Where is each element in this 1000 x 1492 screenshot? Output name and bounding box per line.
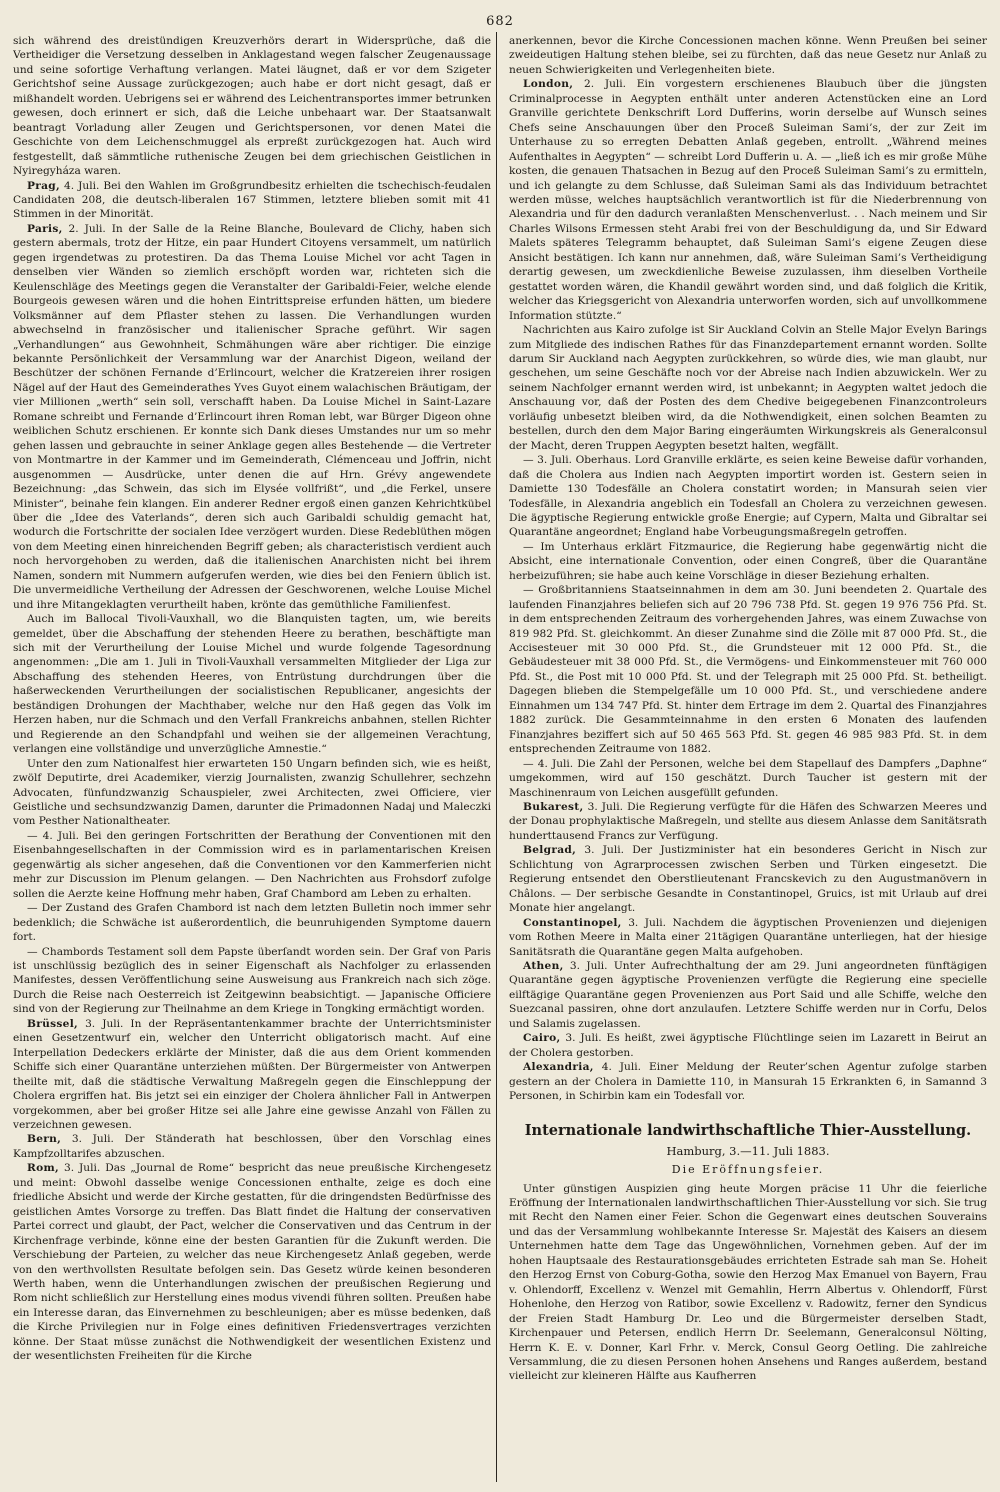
dateline: Constantinopel, [523, 916, 622, 929]
page-number: 682 [486, 14, 514, 29]
article-paragraph [509, 77, 987, 323]
article-paragraph [13, 945, 491, 1017]
article-paragraph [13, 757, 491, 829]
dateline: Cairo, [523, 1032, 561, 1045]
paragraph-text: 4. Juli. Einer Meldung der Reuter’schen Agentur zufolge starben gestern an der Cholera in Damiette 110, in Mansurah 15 Erkrankten 6, in Samannd 3 Personen, in Schirbin kam ein Todesfall vor. [509, 1061, 987, 1103]
paragraph-text: 3. Juli. Der Justizminister hat ein besonderes Gericht in Nisch zur Schlichtung von Agrarprocessen zwischen Serben und Türken eingesetzt. Die Regierung entsendet den Oberstlieutenant Francskevich zu den Augustmanövern in Châlons. — Der serbische Gesandte in Constantinopel, Gruics, ist mit Urlaub auf drei Monate hier angelangt. [509, 844, 987, 915]
article-paragraph [509, 453, 987, 540]
article-paragraph [509, 757, 987, 800]
paragraph-text: — Chambords Testament soll dem Papste überſandt worden sein. Der Graf von Paris ist unschlüssig bezüglich des in seiner Eigenschaft als Nachfolger zu erlassenden Manifestes, dessen Veröffentlichung seine Ausweisung aus Frankreich nach sich zöge. Durch die Reise nach Oesterreich ist Zeitgewinn beabsichtigt. — Japanische Officiere sind von der Regierung zur Theilnahme an dem Kriege in Tongking ermächtigt worden. [13, 945, 491, 1016]
article-paragraph [13, 1017, 491, 1133]
dateline: Brüssel, [27, 1017, 79, 1030]
paragraph-text: — 4. Juli. Bei den geringen Fortschritten der Berathung der Conventionen mit den Eisenbahngesellschaften in der Commission wird es in parlamentarischen Kreisen gegenwärtig als sicher angesehen, daß die Conventionen vor den Kammerferien nicht mehr zur Discussion im Plenum gelangen. — Den Nachrichten aus Frohsdorf zufolge sollen die Aerzte keine Hoffnung mehr haben, Graf Chambord am Leben zu erhalten. [13, 829, 491, 900]
right-column [509, 34, 987, 1479]
paragraph-text: Auch im Ballocal Tivoli-Vauxhall, wo die Blanquisten tagten, um, wie bereits gemeldet, über die Abschaffung der stehenden Heere zu berathen, beschäftigte man sich mit der Verurtheilung der Louise Michel und wurde folgende Tagesordnung angenommen: „Die am 1. Juli in Tivoli-Vauxhall versammelten Mitglieder der Liga zur Abschaffung des stehenden Heeres, von Entrüstung durchdrungen über die haßerweckenden Verurtheilungen der socialistischen Republicaner, angesichts der beständigen Drohungen der Machthaber, welche nur den Haß gegen das Volk im Herzen haben, nur die Schmach und den Verfall Frankreichs anbahnen, stellen Richter und Regierende an den Schandpfahl und weihen sie der allgemeinen Verachtung, verlangen eine vollständige und unverzügliche Amnestie.“ [13, 613, 491, 756]
article-paragraph [13, 829, 491, 901]
article-paragraph [509, 843, 987, 915]
paragraph-text: — Großbritanniens Staatseinnahmen in dem am 30. Juni beendeten 2. Quartale des laufenden Finanzjahres beliefen sich auf 20 796 738 Pfd. St. gegen 19 976 756 Pfd. St. in dem entsprechenden Zeitraum des vorhergehenden Jahres, was einem Zuwachse von 819 982 Pfd. St. gleichkommt. An dieser Zunahme sind die Zölle mit 87 000 Pfd. St., die Accisesteuer mit 30 000 Pfd. St., die Grundsteuer mit 12 000 Pfd. St., die Gebäudesteuer mit 38 000 Pfd. St., die Vermögens- und Einkommensteuer mit 760 000 Pfd. St., die Post mit 10 000 Pfd. St. und der Telegraph mit 25 000 Pfd. St. betheiligt. Dagegen blieben die Stempelgefälle um 10 000 Pfd. St., und verschiedene andere Einnahmen um 134 747 Pfd. St. hinter dem Ertrage im dem 2. Quartal des Finanzjahres 1882 zurück. Die Gesammteinnahme in den ersten 6 Monaten des laufenden Finanzjahres beziffert sich auf 50 465 563 Pfd. St. gegen 46 985 983 Pfd. St. in dem entsprechenden Zeitraume von 1882. [509, 584, 987, 756]
paragraph-text: — Im Unterhaus erklärt Fitzmaurice, die Regierung habe gegenwärtig nicht die Absicht, eine internationale Convention, oder einen Congreß, über die Quarantäne herbeizuführen; sie habe auch keine Vorschläge in dieser Beziehung erhalten. [509, 540, 987, 582]
paragraph-text: 3. Juli. Es heißt, zwei ägyptische Flüchtlinge seien im Lazarett in Beirut an der Cholera gestorben. [509, 1032, 987, 1059]
article-paragraph [509, 916, 987, 959]
article-paragraph [509, 540, 987, 583]
paragraph-text: Nachrichten aus Kairo zufolge ist Sir Auckland Colvin an Stelle Major Evelyn Barings zum Mitgliede des indischen Rathes für das Finanzdepartement ernannt worden. Sollte darum Sir Auckland nach Aegypten zurückkehren, so würde dies, wie man glaubt, nur geschehen, um seine Geschäfte noch vor der Abreise nach Indien abzuwickeln. Wer zu seinem Nachfolger ernannt werden wird, ist unbekannt; in Aegypten waltet jedoch die Anschauung vor, daß der Posten des dem Chedive beigegebenen Finanzcontroleurs vorläufig unbesetzt bleiben wird, da die Nothwendigkeit, einen solchen Beamten zu bestellen, durch den dem Major Baring eingeräumten Wirkungskreis als Generalconsul der Macht, deren Truppen Aegypten besetzt halten, wegfällt. [509, 324, 987, 452]
article-paragraph [509, 323, 987, 453]
article-paragraph [509, 583, 987, 756]
paragraph-text: 2. Juli. Ein vorgestern erschienenes Blaubuch über die jüngsten Criminalprocesse in Aegypten enthält unter anderen Actenstücken eine an Lord Granville gerichtete Denkschrift Lord Dufferins, worin derselbe auf Wunsch seines Chefs seine Anschauungen über den Proceß Suleiman Sami’s, der zur Zeit im Unterhause zu so erregten Debatten Anlaß gegeben, entrollt. „Während meines Aufenthaltes in Aegypten“ — schreibt Lord Dufferin u. A. — „ließ ich es mir große Mühe kosten, die genauen Thatsachen in Bezug auf den Proceß Suleiman Sami’s zu ermitteln, und ich gelangte zu dem Schlusse, daß Suleiman Sami als das Individuum betrachtet werden müsse, welches hauptsächlich verantwortlich ist für die Niederbrennung von Alexandria und für den dadurch veranlaßten Menschenverlust. . . Nach meinem und Sir Charles Wilsons Ermessen steht Arabi frei von der Beschuldigung da, und Sir Edward Malets späteres Telegramm behauptet, daß Suleiman Sami’s eigene Zeugen diese Ansicht bestätigen. Ich kann nur annehmen, daß, wäre Suleiman Sami’s Vertheidigung derartig gewesen, um zweckdienliche Beweise zuzulassen, ihm dieselben Vortheile gestattet worden wären, die Khandil gewährt worden sind, und daß folglich die Kritik, welcher das Kriegsgericht von Alexandria unterworfen worden, sich auf unvollkommene Information stützte.“ [509, 78, 987, 322]
paragraph-text: 3. Juli. Die Regierung verfügte für die Häfen des Schwarzen Meeres und der Donau prophylaktische Maßregeln, und stellte aus diesem Anlasse dem Sanitätsrath hunderttausend Francs zur Verfügung. [509, 801, 987, 842]
article-paragraph [13, 34, 491, 179]
paragraph-text: 3. Juli. In der Repräsentantenkammer brachte der Unterrichtsminister einen Gesetzentwurf ein, welcher den Unterricht obligatorisch macht. Auf eine Interpellation Dedeckers erklärte der Minister, daß die aus dem Orient kommenden Schiffe sich einer Quarantäne unterziehen müßten. Der Bürgermeister von Antwerpen theilte mit, daß die städtische Verwaltung Maßregeln gegen die Einschleppung der Cholera ergriffen hat. Bis jetzt sei ein einziger der Cholera ähnlicher Fall in Antwerpen vorgekommen, aber bei großer Hitze sei alle Jahre eine gewisse Anzahl von Fällen zu verzeichnen gewesen. [13, 1017, 491, 1131]
dateline: Athen, [523, 960, 564, 972]
paragraph-text: Unter den zum Nationalfest hier erwarteten 150 Ungarn befinden sich, wie es heißt, zwölf Deputirte, drei Academiker, vierzig Journalisten, zwanzig Schullehrer, sechzehn Advocaten, fünfundzwanzig Schauspieler, zwei Architecten, zwei Officiere, vier Geistliche und sechsundzwanzig Damen, darunter die Primadonnen Nadaj und Maleczki vom Pesther Nationaltheater. [13, 757, 491, 828]
article-paragraph [509, 1031, 987, 1060]
paragraph-text: 3. Juli. Das „Journal de Rome“ bespricht das neue preußische Kirchengesetz und meint: Obwohl dasselbe wenige Concessionen enthalte, zeige es doch eine friedliche Absicht und werde der Kirche gestatten, für die dringendsten Bedürfnisse des geistlichen Amtes Vorsorge zu treffen. Das Blatt findet die Haltung der conservativen Partei correct und glaubt, der Pact, welcher die Conservativen und das Centrum in der Kirchenfrage verbinde, könne eine der besten Garantien für die Zukunft werden. Die Verschiebung der Parteien, zu welcher das neue Kirchengesetz Anlaß gegeben, werde von den werthvollsten Resultate befolgen sein. Das Gesetz würde keinen besonderen Werth haben, wenn die Unterhandlungen zwischen der preußischen Regierung und Rom nicht schließlich zur Herstellung eines modus vivendi führen sollten. Preußen habe ein Interesse daran, das Einvernehmen zu beschleunigen; aber es müsse bedenken, daß die Kirche Privilegien nur in Folge eines definitiven Friedensvertrages verzichten könne. Der Staat müsse zunächst die Nothwendigkeit der wesentlichen Existenz und der wesentlichsten Freiheiten für die Kirche [13, 1162, 491, 1363]
feature-paragraph: Unter günstigen Auspizien ging heute Morgen präcise 11 Uhr die feierliche Eröffnung der Internationalen landwirthschaftlichen Thier-Ausstellung vor sich. Sie trug mit Recht den Namen einer Feier. Schon die Gegenwart eines deutschen Souverains und das der Versammlung wohlbekannte Interesse Sr. Majestät des Kaisers an diesem Unternehmen hatte dem Tage das Ungewöhnlichen, Vornehmen geben. Auf der im hohen Hauptsaale des Restaurationsgebäudes errichteten Estrade sah man Se. Hoheit den Herzog Ernst von Coburg-Gotha, sowie den Herzog Max Emanuel von Bayern, Frau v. Ohlendorff, Excellenz v. Wenzel mit Gemahlin, Herrn Albertus v. Ohlendorff, Fürst Hohenlohe, den Herzog von Ratibor, sowie Excellenz v. Radowitz, ferner den Syndicus der Freien Stadt Hamburg Dr. Leo und die Bürgermeister derselben Stadt, Kirchenpauer und Petersen, endlich Herrn Dr. Seelemann, Generalconsul Nölting, Herrn K. E. v. Donner, Karl Frhr. v. Merck, Consul Georg Oetling. Die zahlreiche Versammlung, die zu diesen Personen hohen Ansehens und Ranges außerdem, bestand vielleicht zur kleineren Hälfte aus Kaufherren [509, 1182, 987, 1383]
article-paragraph [509, 800, 987, 843]
dateline: Bukarest, [523, 801, 584, 814]
paragraph-text: 3. Juli. Der Ständerath hat beschlossen, über den Vorschlag eines Kampfzolltarifes abzuschen. [13, 1133, 491, 1160]
dateline: Rom, [27, 1162, 59, 1175]
feature-place-date: Hamburg, 3.—11. Juli 1883. [666, 1143, 830, 1158]
dateline: Prag, [27, 179, 61, 192]
paragraph-text: 2. Juli. In der Salle de la Reine Blanche, Boulevard de Clichy, haben sich gestern abermals, trotz der Hitze, ein paar Hundert Citoyens versammelt, um natürlich gegen irgendetwas zu protestiren. Da das Thema Louise Michel vor acht Tagen in denselben vier Wänden so ziemlich erschöpft worden war, richteten sich die Keulenschläge des Meetings gegen die Veranstalter der Garibaldi-Feier, welche elende Bourgeois gewesen wären und die hohen Eintrittspreise erfunden hätten, um biedere Volksmänner auf dem Pflaster stehen zu lassen. Die Verhandlungen wurden abwechselnd in französischer und italienischer Sprache geführt. Wir sagen „Verhandlungen“ aus Gewohnheit, Schmähungen wäre aber richtiger. Die einzige bekannte Persönlichkeit der Versammlung war der Anarchist Digeon, weiland der Beschützer der schönen Fernande d’Erlincourt, welcher die Kratzereien ihrer rosigen Nägel auf der Haut des Gemeinderathes Yves Guyot einem walachischen Bräutigam, der vier Millionen „werth“ sein soll, verschafft haben. Da Louise Michel in Saint-Lazare Romane schreibt und Fernande d’Erlincourt ihren Roman lebt, war Bürger Digeon ohne weiblichen Schutz erschienen. Er konnte sich Dank dieses Umstandes nur um so mehr gehen lassen und gebrauchte in seiner Anklage gegen alles Bestehende — die Vertreter von Montmartre in der Kammer und im Gemeinderath, Clémenceau und Joffrin, nicht ausgenommen — Ausdrücke, unter denen die auf Hrn. Grévy angewendete Bezeichnung: „das Schwein, das sich im Elysée vollfrißt“, und „die Ferkel, unsere Minister“, beinahe fein klangen. Ein anderer Redner ergoß einen ganzen Kehrichtkübel über die „Idee des Vaterlands“, deren sich auch Garibaldi schuldig gemacht hat, wodurch die Fortschritte der socialen Idee verzögert wurden. Diese Redeblüthen mögen von dem Meeting einen hinreichenden Begriff geben; als characteristisch verdient auch noch hervorgehoben zu werden, daß die italienischen Anarchisten nicht bei ihrem Namen, sondern mit Nummern aufgerufen werden, wie dies bei den Feniern üblich ist. Die unvermeidliche Vertheilung der Adressen der Geschworenen, welche Louise Michel und ihre Mitangeklagten verurtheilt haben, krönte das gemüthliche Familienfest. [13, 222, 491, 611]
article-paragraph [509, 34, 987, 77]
dateline: Belgrad, [523, 844, 577, 857]
article-paragraph [13, 222, 491, 612]
paragraph-text: sich während des dreistündigen Kreuzverhörs derart in Widersprüche, daß die Vertheidiger die Versetzung desselben in Anklagestand wegen falscher Zeugenaussage und seine sofortige Verhaftung verlangen. Matei läugnet, daß er vor dem Szigeter Gerichtshof seine Aussage zurückgezogen; auch habe er dort nicht gesagt, daß er mißhandelt worden. Uebrigens sei er während des Leichentransportes immer betrunken gewesen, doch erinnert er sich, daß die Leiche unbehaart war. Der Staatsanwalt beantragt Vorladung aller Zeugen und Gerichtspersonen, vor denen Matei die Geschichte von dem Leichenschmuggel als erpreßt zurückgezogen hat. Auch wird festgestellt, daß sämmtliche ruthenische Zeugen bei dem griechischen Geistlichen in Nyiregyháza waren. [13, 35, 491, 178]
paragraph-text: 3. Juli. Nachdem die ägyptischen Provenienzen und diejenigen vom Rothen Meere in Malta einer 21tägigen Quarantäne unterliegen, hat der hiesige Sanitätsrath die Quarantäne gegen Malta aufgehoben. [509, 916, 987, 958]
paragraph-text: anerkennen, bevor die Kirche Concessionen machen könne. Wenn Preußen bei seiner zweideutigen Haltung stehen bleibe, sei zu fürchten, daß das neue Gesetz nur Anlaß zu neuen Schwierigkeiten und Verlegenheiten biete. [509, 35, 987, 76]
dateline: Bern, [27, 1133, 62, 1146]
article-paragraph [13, 179, 491, 222]
article-paragraph [509, 1060, 987, 1103]
column-divider [496, 32, 497, 1482]
feature-title: Internationale landwirthschaftliche Thier-Ausstellung. [524, 1121, 972, 1139]
dateline: London, [523, 78, 574, 91]
paragraph-text: — 4. Juli. Die Zahl der Personen, welche bei dem Stapellauf des Dampfers „Daphne“ umgekommen, wird auf 150 geschätzt. Durch Taucher ist gestern mit der Maschinenraum von Leichen ausgefüllt gefunden. [509, 757, 987, 799]
article-paragraph [13, 901, 491, 944]
dateline: Alexandria, [523, 1061, 594, 1074]
paragraph-text: 4. Juli. Bei den Wahlen im Großgrundbesitz erhielten die tschechisch-feudalen Candidaten 208, die deutsch-liberalen 167 Stimmen, letztere blieben somit mit 41 Stimmen in der Minorität. [13, 179, 491, 221]
article-paragraph [13, 612, 491, 757]
article-paragraph [509, 959, 987, 1031]
left-column [13, 34, 491, 1479]
paragraph-text: — Der Zustand des Grafen Chambord ist nach dem letzten Bulletin noch immer sehr bedenklich; die Schwäche ist außerordentlich, die beunruhigenden Symptome dauern fort. [13, 902, 491, 944]
paragraph-text: 3. Juli. Unter Aufrechthaltung der am 29. Juni angeordneten fünftägigen Quarantäne gegen ägyptische Provenienzen verfügte die Regierung eine specielle eilftägige Quarantäne gegen Provenienzen aus Port Said und alle Schiffe, welche den Suezcanal passiren, ohne dort anzulaufen. Letztere Schiffe werden nur in Corfu, Delos und Salamis zugelassen. [509, 960, 987, 1030]
feature-subtitle: Die Eröffnungsfeier. [671, 1162, 825, 1176]
paragraph-text: — 3. Juli. Oberhaus. Lord Granville erklärte, es seien keine Beweise dafür vorhanden, daß die Cholera aus Indien nach Aegypten importirt worden ist. Gestern seien in Damiette 130 Todesfälle an Cholera constatirt worden; in Mansurah seien vier Todesfälle, in Alexandria angeblich ein Todesfall an Cholera zu verzeichnen gewesen. Die ägyptische Regierung entwickle große Energie; auf Cypern, Malta und Gibraltar sei Quarantäne angeordnet; England habe Vorbeugungsmaßregeln getroffen. [509, 454, 987, 539]
article-paragraph [13, 1132, 491, 1161]
article-paragraph [13, 1161, 491, 1363]
dateline: Paris, [27, 222, 63, 235]
